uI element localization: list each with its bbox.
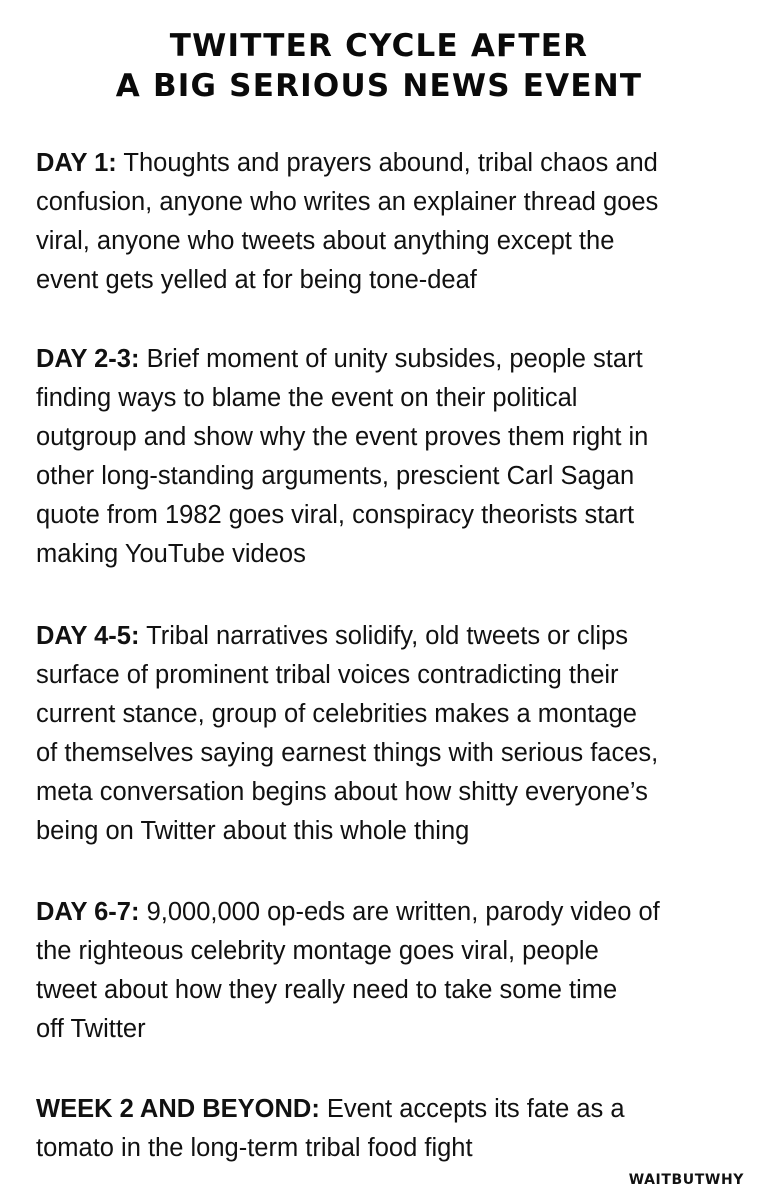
title-line-2: A BIG SERIOUS NEWS EVENT [115, 68, 643, 104]
section-text: current stance, group of celebrities makes a montage [36, 700, 637, 728]
page-title [0, 26, 758, 106]
section-text: surface of prominent tribal voices contradicting their [36, 661, 619, 689]
section-day-6-7 [36, 893, 736, 1049]
section-text: meta conversation begins about how shitty everyone’s [36, 778, 648, 806]
section-text: tweet about how they really need to take some time [36, 976, 618, 1004]
section-day-2-3 [36, 340, 736, 574]
section-text: Tribal narratives solidify, old tweets or clips [139, 622, 628, 650]
section-text: confusion, anyone who writes an explainer thread goes [36, 188, 659, 216]
section-label: WEEK 2 AND BEYOND: [36, 1095, 320, 1123]
section-label: DAY 1: [36, 149, 117, 177]
section-text: Brief moment of unity subsides, people start [139, 345, 643, 373]
section-text: of themselves saying earnest things with serious faces, [36, 739, 659, 767]
title-line-1: TWITTER CYCLE AFTER [169, 28, 589, 64]
section-day-1 [36, 144, 736, 300]
section-text: finding ways to blame the event on their political [36, 384, 578, 412]
section-week-2-and-beyond [36, 1090, 736, 1168]
section-text: making YouTube videos [36, 540, 306, 568]
section-text: Event accepts its fate as a [319, 1095, 625, 1123]
section-label: DAY 4-5: [36, 622, 140, 650]
section-text: 9,000,000 op-eds are written, parody video of [139, 898, 660, 926]
section-label: DAY 6-7: [36, 898, 140, 926]
section-first-line [36, 893, 736, 932]
section-text: viral, anyone who tweets about anything except the [36, 227, 615, 255]
section-first-line [36, 340, 736, 379]
section-text: being on Twitter about this whole thing [36, 817, 470, 845]
section-text: other long-standing arguments, prescient Carl Sagan [36, 462, 635, 490]
section-text: quote from 1982 goes viral, conspiracy theorists start [36, 501, 635, 529]
section-text: tomato in the long-term tribal food fight [36, 1134, 473, 1162]
section-text: off Twitter [36, 1015, 146, 1043]
section-day-4-5 [36, 617, 736, 851]
section-first-line [36, 1090, 736, 1129]
section-label: DAY 2-3: [36, 345, 140, 373]
waitbutwhy-logo: WAITBUTWHY [628, 1172, 744, 1188]
section-text: Thoughts and prayers abound, tribal chaos and [116, 149, 658, 177]
section-first-line [36, 617, 736, 656]
section-first-line [36, 144, 736, 183]
section-text: the righteous celebrity montage goes viral, people [36, 937, 599, 965]
section-text: event gets yelled at for being tone-deaf [36, 266, 477, 294]
section-text: outgroup and show why the event proves them right in [36, 423, 649, 451]
